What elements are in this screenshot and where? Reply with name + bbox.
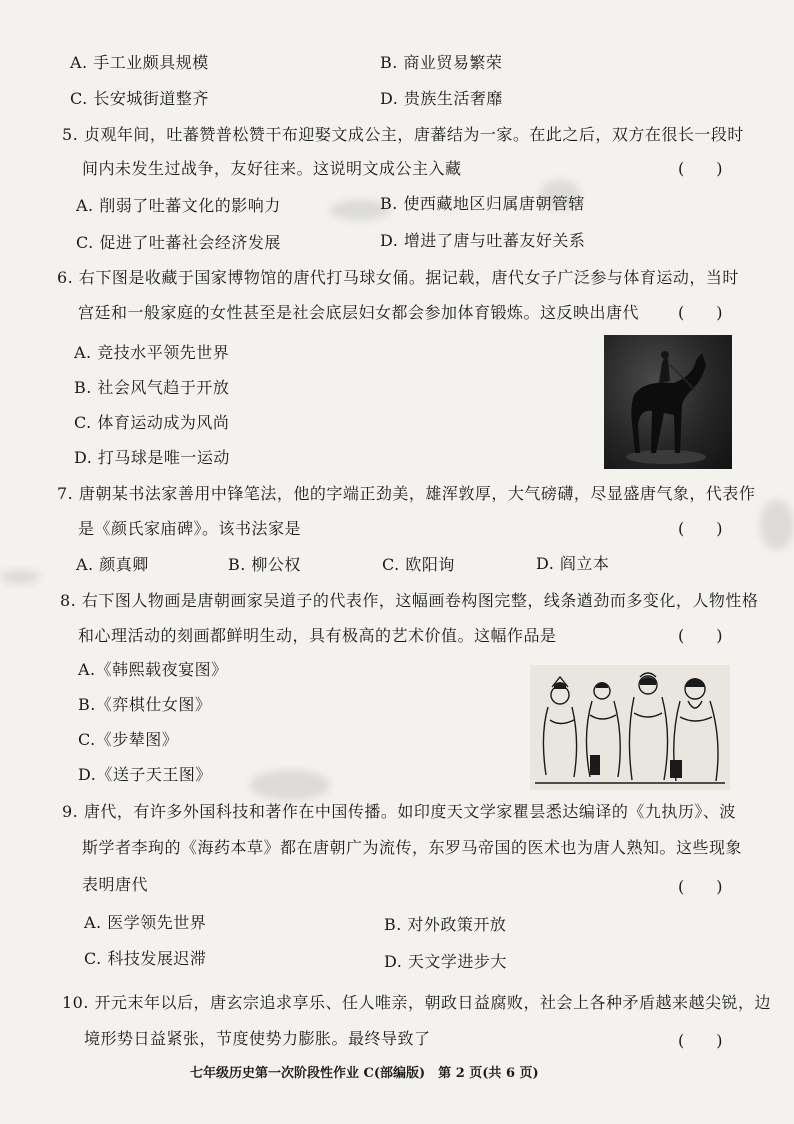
q7-stem-line1: 7. 唐朝某书法家善用中锋笔法，他的字端正劲美，雄浑敦厚，大气磅礴，尽显盛唐气象，代表作: [57, 484, 756, 503]
q8-stem-line2: 和心理活动的刻画都鲜明生动，具有极高的艺术价值。这幅作品是: [78, 626, 557, 645]
q9-stem-line1: 9. 唐代，有许多外国科技和著作在中国传播。如印度天文学家瞿昙悉达编译的《九执历》、波: [62, 802, 736, 821]
q6-option-c: C. 体育运动成为风尚: [74, 413, 230, 432]
q8-option-d: D.《送子天王图》: [78, 765, 212, 784]
q4-option-c: C. 长安城街道整齐: [70, 89, 209, 108]
q6-option-b: B. 社会风气趋于开放: [74, 378, 230, 397]
q9-option-c: C. 科技发展迟滞: [84, 949, 207, 968]
q4-option-d: D. 贵族生活奢靡: [380, 89, 503, 108]
q6-answer-blank: ( ): [678, 303, 723, 322]
q7-stem-line2: 是《颜氏家庙碑》。该书法家是: [78, 519, 302, 538]
q5-stem-line1: 5. 贞观年间，吐蕃赞普松赞干布迎娶文成公主，唐蕃结为一家。在此之后，双方在很长一段时: [62, 125, 744, 144]
q7-option-d: D. 阎立本: [536, 554, 610, 573]
q5-option-b: B. 使西藏地区归属唐朝管辖: [380, 194, 585, 213]
q7-option-c: C. 欧阳询: [382, 555, 455, 574]
q10-stem-line2: 境形势日益紧张，节度使势力膨胀。最终导致了: [84, 1029, 431, 1048]
paper-smudge: [760, 500, 794, 550]
q6-option-a: A. 竞技水平领先世界: [74, 343, 230, 362]
q9-option-b: B. 对外政策开放: [384, 915, 507, 934]
page-footer: 七年级历史第一次阶段性作业 C(部编版) 第 2 页(共 6 页): [190, 1066, 539, 1081]
q9-answer-blank: ( ): [678, 877, 723, 896]
q10-answer-blank: ( ): [678, 1031, 723, 1050]
q4-option-a: A. 手工业颇具规模: [70, 53, 209, 72]
q9-option-a: A. 医学领先世界: [84, 913, 207, 932]
q7-answer-blank: ( ): [678, 519, 723, 538]
q9-stem-line2: 斯学者李珣的《海药本草》都在唐朝广为流传，东罗马帝国的医术也为唐人熟知。这些现象: [82, 838, 743, 857]
q5-option-a: A. 削弱了吐蕃文化的影响力: [76, 196, 281, 215]
q6-stem-line2: 宫廷和一般家庭的女性甚至是社会底层妇女都会参加体育锻炼。这反映出唐代: [78, 303, 640, 322]
q5-stem-line2: 间内未发生过战争，友好往来。这说明文成公主入藏: [82, 159, 462, 178]
figure-painting-image: [530, 665, 730, 790]
q8-option-b: B.《弈棋仕女图》: [78, 695, 212, 714]
paper-smudge: [250, 770, 330, 800]
q6-stem-line1: 6. 右下图是收藏于国家博物馆的唐代打马球女俑。据记载，唐代女子广泛参与体育运动，当时: [57, 268, 739, 287]
q5-option-c: C. 促进了吐蕃社会经济发展: [76, 233, 281, 252]
q7-option-b: B. 柳公权: [228, 555, 301, 574]
q7-option-a: A. 颜真卿: [76, 555, 149, 574]
q9-stem-line3: 表明唐代: [82, 875, 149, 894]
figure-painting-icon: [530, 665, 730, 790]
q9-option-d: D. 天文学进步大: [384, 952, 507, 971]
q5-answer-blank: ( ): [678, 159, 723, 178]
horse-figurine-icon: [604, 335, 732, 469]
q8-answer-blank: ( ): [678, 626, 723, 645]
paper-smudge: [0, 570, 40, 584]
q5-option-d: D. 增进了唐与吐蕃友好关系: [380, 231, 586, 250]
q8-stem-line1: 8. 右下图人物画是唐朝画家吴道子的代表作，这幅画卷构图完整，线条遒劲而多变化，人物性格: [60, 591, 759, 610]
q6-option-d: D. 打马球是唯一运动: [74, 448, 230, 467]
q8-option-c: C.《步辇图》: [78, 730, 179, 749]
polo-figurine-photo: [604, 335, 732, 469]
q10-stem-line1: 10. 开元末年以后，唐玄宗追求享乐、任人唯亲，朝政日益腐败，社会上各种矛盾越来越尖锐，边: [62, 993, 772, 1012]
q8-option-a: A.《韩熙载夜宴图》: [78, 660, 228, 679]
q4-option-b: B. 商业贸易繁荣: [380, 53, 503, 72]
